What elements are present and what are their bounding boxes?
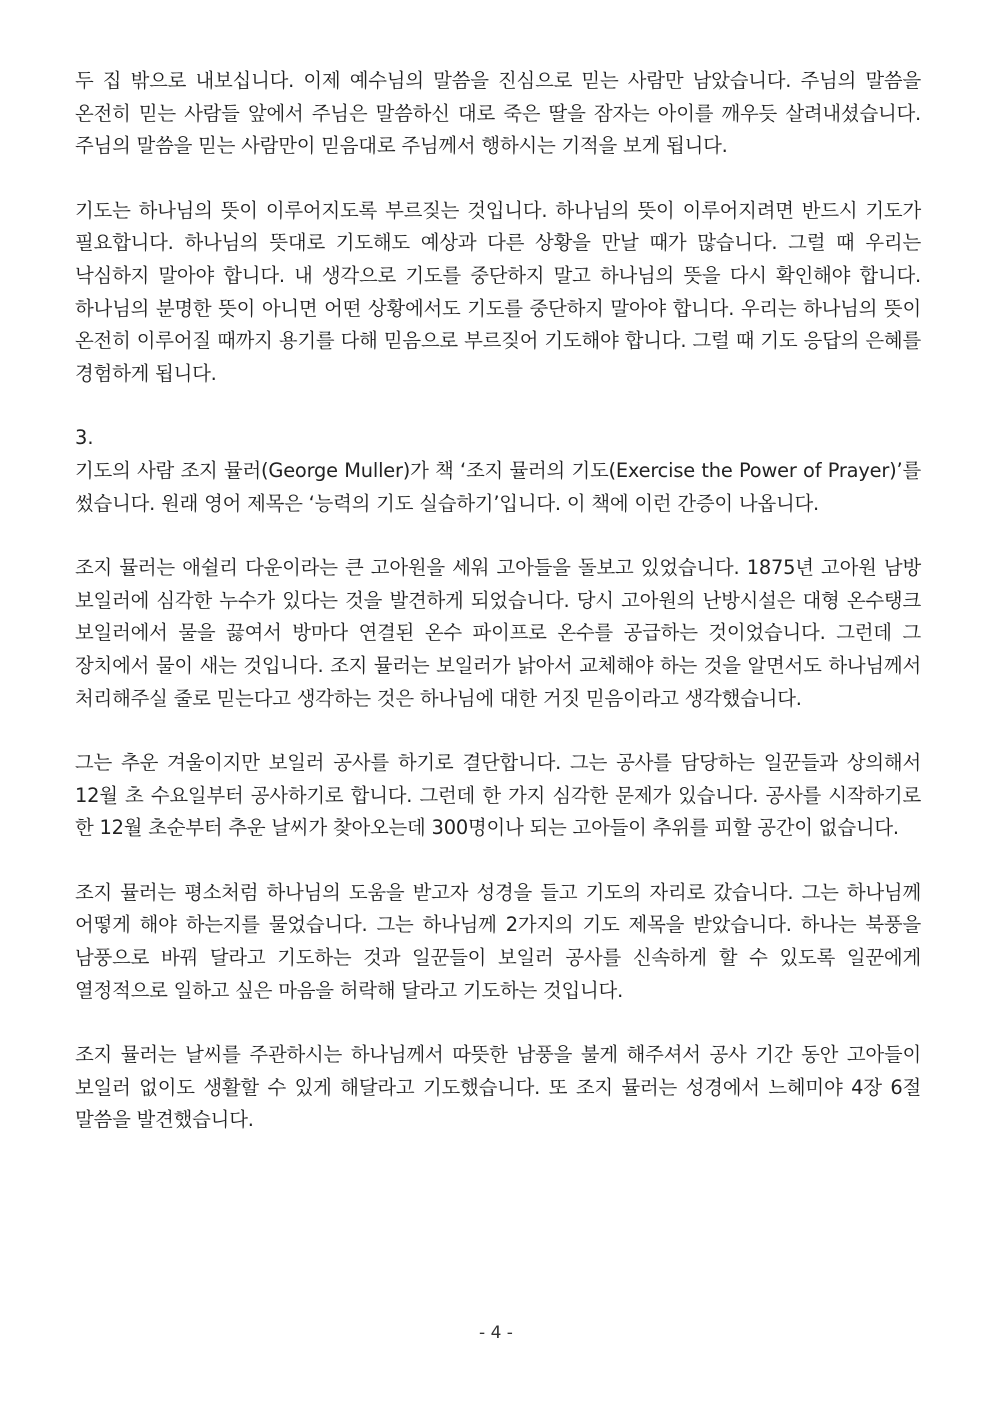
paragraph: 기도는 하나님의 뜻이 이루어지도록 부르짖는 것입니다. 하나님의 뜻이 이루어지려면 반드시 기도가 필요합니다. 하나님의 뜻대로 기도해도 예상과 다른 상황을 만날 때가 많습니다. 그럴 때 우리는 낙심하지 말아야 합니다. 내 생각으로 기도를 중단하지 말고 하나님의 뜻을 다시 확인해야 합니다. 하나님의 분명한 뜻이 아니면 어떤 상황에서도 기도를 중단하지 말아야 합니다. 우리는 하나님의 뜻이 온전히 이루어질 때까지 용기를 다해 믿음으로 부르짖어 기도해야 합니다. 그럴 때 기도 응답의 은혜를 경험하게 됩니다. [75,198,921,385]
page-number: - 4 - [479,1323,513,1343]
paragraph: 조지 뮬러는 날씨를 주관하시는 하나님께서 따뜻한 남풍을 불게 해주셔서 공사 기간 동안 고아들이 보일러 없이도 생활할 수 있게 해달라고 기도했습니다. 또 조지 뮬러는 성경에서 느헤미야 4장 6절 말씀을 발견했습니다. [75,1043,921,1132]
paragraph: 조지 뮬러는 애쉴리 다운이라는 큰 고아원을 세워 고아들을 돌보고 있었습니다. 1875년 고아원 남방 보일러에 심각한 누수가 있다는 것을 발견하게 되었습니다. 당시 고아원의 난방시설은 대형 온수탱크 보일러에서 물을 끓여서 방마다 연결된 온수 파이프로 온수를 공급하는 것이었습니다. 그런데 그 장치에서 물이 새는 것입니다. 조지 뮬러는 보일러가 낡아서 교체해야 하는 것을 알면서도 하나님께서 처리해주실 줄로 믿는다고 생각하는 것은 하나님에 대한 거짓 믿음이라고 생각했습니다. [75,556,921,710]
paragraph: 기도의 사람 조지 뮬러(George Muller)가 책 ‘조지 뮬러의 기도(Exercise the Power of Prayer)’를 썼습니다. 원래 영어 제목은 ‘능력의 기도 실습하기’입니다. 이 책에 이런 간증이 나옵니다. [75,458,921,515]
document-body [75,65,921,1137]
paragraph: 조지 뮬러는 평소처럼 하나님의 도움을 받고자 성경을 들고 기도의 자리로 갔습니다. 그는 하나님께 어떻게 해야 하는지를 물었습니다. 그는 하나님께 2가지의 기도 제목을 받았습니다. 하나는 북풍을 남풍으로 바꿔 달라고 기도하는 것과 일꾼들이 보일러 공사를 신속하게 할 수 있도록 일꾼에게 열정적으로 일하고 싶은 마음을 허락해 달라고 기도하는 것입니다. [75,880,921,1002]
paragraph: 그는 추운 겨울이지만 보일러 공사를 하기로 결단합니다. 그는 공사를 담당하는 일꾼들과 상의해서 12월 초 수요일부터 공사하기로 합니다. 그런데 한 가지 심각한 문제가 있습니다. 공사를 시작하기로 한 12월 초순부터 추운 날씨가 찾아오는데 300명이나 되는 고아들이 추위를 피할 공간이 없습니다. [75,751,921,840]
paragraph: 두 집 밖으로 내보십니다. 이제 예수님의 말씀을 진심으로 믿는 사람만 남았습니다. 주님의 말씀을 온전히 믿는 사람들 앞에서 주님은 말씀하신 대로 죽은 딸을 잠자는 아이를 깨우듯 살려내셨습니다. 주님의 말씀을 믿는 사람만이 믿음대로 주님께서 행하시는 기적을 보게 됩니다. [75,69,921,158]
section-number: 3. [75,426,94,450]
